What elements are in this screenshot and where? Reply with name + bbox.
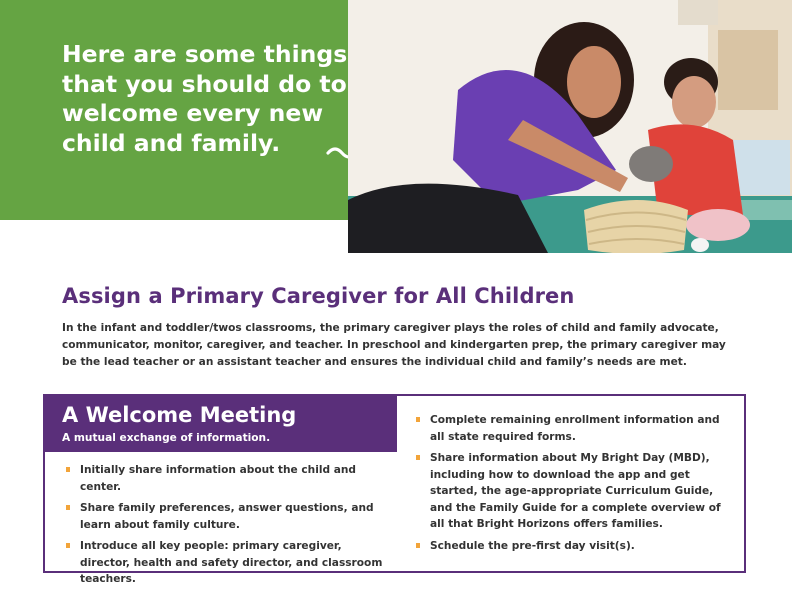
bullet-icon xyxy=(416,417,420,422)
list-item xyxy=(416,538,736,555)
list-item xyxy=(416,412,736,445)
bullet-icon xyxy=(416,455,420,460)
list-item xyxy=(66,538,386,588)
welcome-left-list xyxy=(66,462,386,593)
list-item-text: Initially share information about the child and center. xyxy=(80,464,356,493)
list-item xyxy=(66,462,386,495)
hero-heading: Here are some things that you should do to welcome every new child and family. xyxy=(62,40,348,157)
list-item-text: Introduce all key people: primary caregiver, director, health and safety director, and classroom teachers. xyxy=(80,540,383,585)
list-item-text: Share family preferences, answer questions, and learn about family culture. xyxy=(80,502,374,531)
section-body: In the infant and toddler/twos classrooms, the primary caregiver plays the roles of child and family advocate, communicator, monitor, caregiver, and teacher. In preschool and kindergarten prep, the primary caregiver may be the lead teacher or an assistant teacher and ensures the individual child and family’s needs are met. xyxy=(62,322,726,368)
bullet-icon xyxy=(66,543,70,548)
section-title: Assign a Primary Caregiver for All Children xyxy=(62,284,575,308)
welcome-meeting-title: A Welcome Meeting xyxy=(62,403,297,427)
list-item-text: Schedule the pre-first day visit(s). xyxy=(430,539,635,552)
bullet-icon xyxy=(416,543,420,548)
photo-teacher-with-infant xyxy=(348,0,792,253)
welcome-right-list xyxy=(416,412,736,559)
list-item xyxy=(66,500,386,533)
list-item xyxy=(416,450,736,533)
list-item-text: Complete remaining enrollment information and all state required forms. xyxy=(430,414,720,443)
bullet-icon xyxy=(66,467,70,472)
welcome-meeting-subtitle: A mutual exchange of information. xyxy=(62,432,271,444)
list-item-text: Share information about My Bright Day (MBD), including how to download the app and get started, the age-appropriate Curriculum Guide, and the Family Guide for a complete overview of all that Bright Horizons offers families. xyxy=(430,452,721,530)
bullet-icon xyxy=(66,505,70,510)
